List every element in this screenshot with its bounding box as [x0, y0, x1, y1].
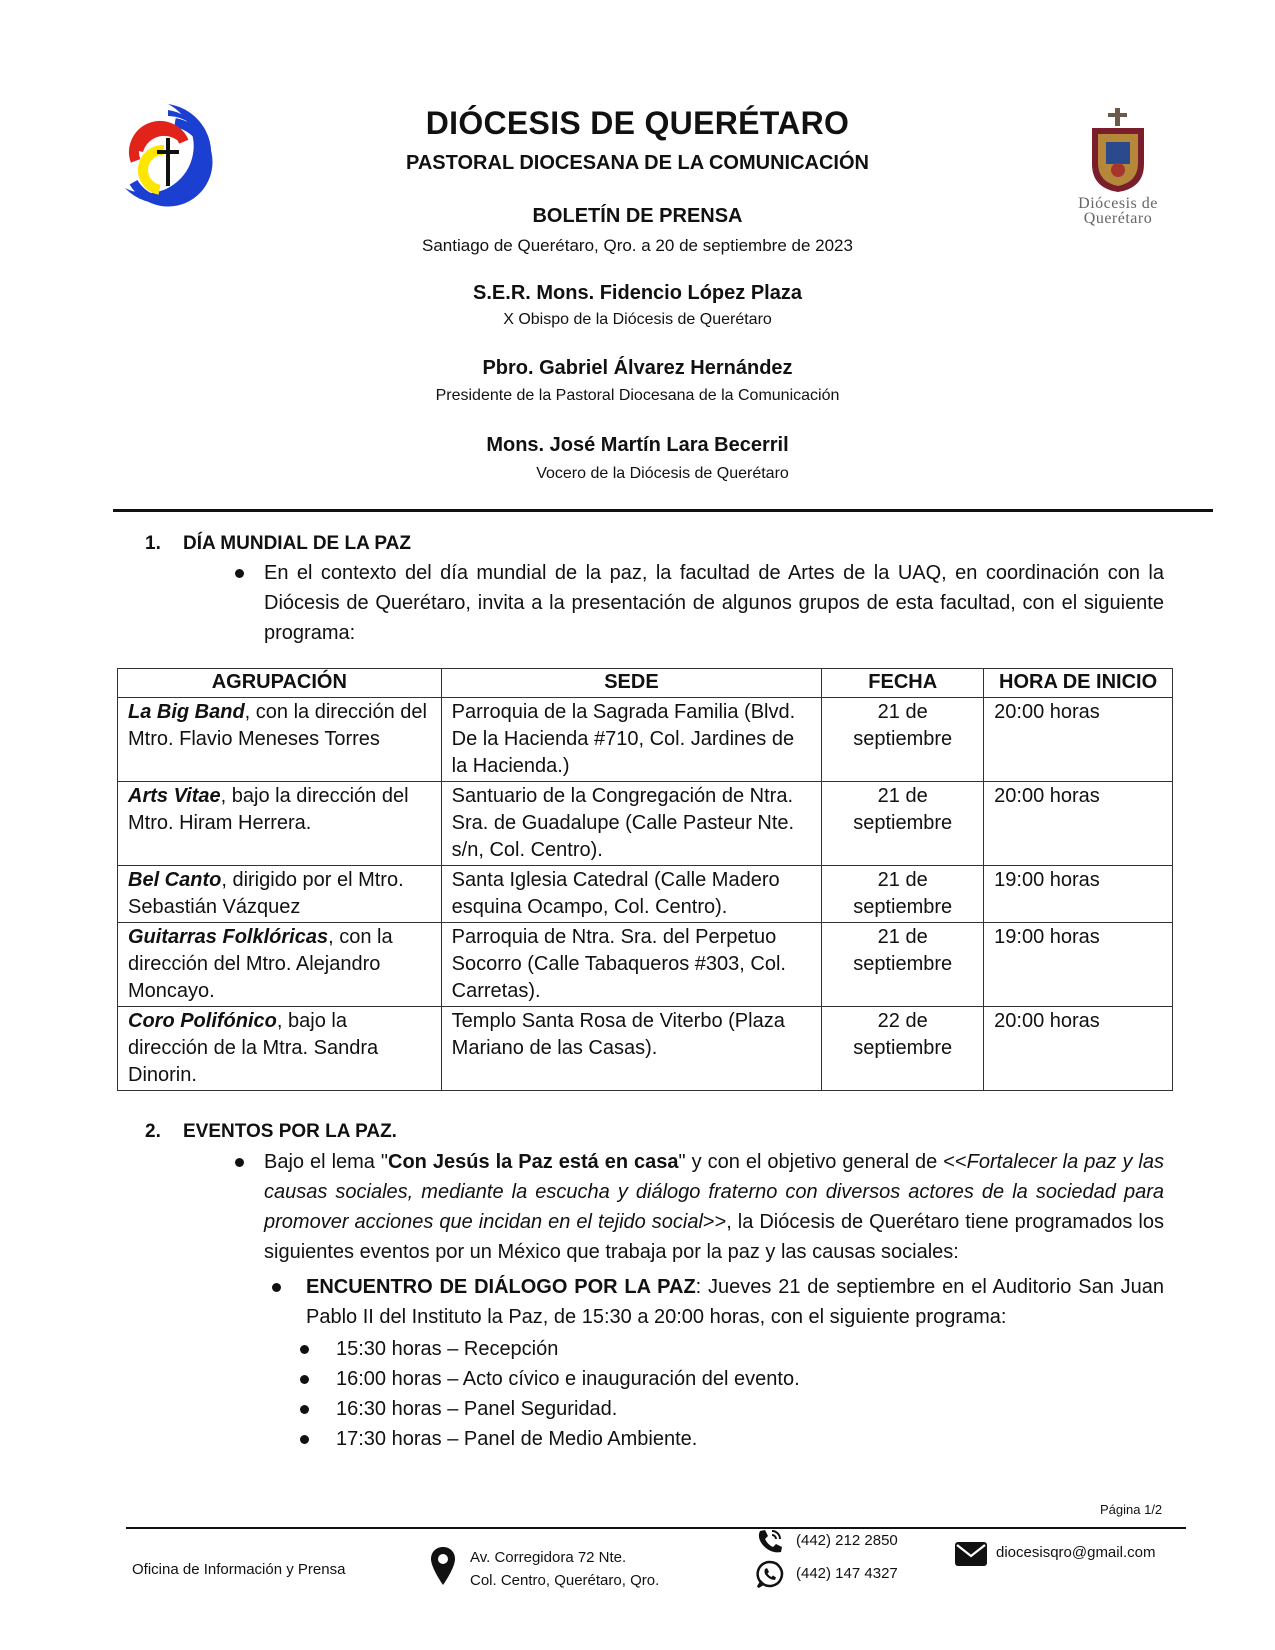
section-2-number: 2.	[145, 1121, 161, 1142]
bullet-icon	[300, 1405, 309, 1414]
email-address: diocesisqro@gmail.com	[996, 1544, 1156, 1561]
cell-time: 19:00 horas	[984, 866, 1173, 923]
column-header-date: FECHA	[822, 669, 984, 698]
group-name: La Big Band	[128, 701, 245, 723]
address-line-2: Col. Centro, Querétaro, Qro.	[470, 1572, 660, 1589]
event-description: : Jueves 21 de septiembre en el Auditorio San Juan Pablo II del Instituto la Paz, de 15:30 a 20:00 horas, con el siguiente programa:	[306, 1276, 1165, 1328]
section-2-title: EVENTOS POR LA PAZ.	[183, 1121, 397, 1142]
group-director: , bajo la dirección del Mtro. Hiram Herrera.	[128, 785, 409, 834]
section-1-title: DÍA MUNDIAL DE LA PAZ	[183, 533, 411, 554]
cell-venue: Templo Santa Rosa de Viterbo (Plaza Mariano de las Casas).	[441, 1007, 822, 1091]
cell-time: 20:00 horas	[984, 698, 1173, 782]
email-icon	[954, 1541, 988, 1567]
group-name: Arts Vitae	[128, 785, 221, 807]
person-role-3: Vocero de la Diócesis de Querétaro	[536, 465, 789, 482]
footer-divider	[126, 1527, 1186, 1529]
dateline: Santiago de Querétaro, Qro. a 20 de septiembre de 2023	[422, 236, 853, 255]
group-name: Guitarras Folklóricas	[128, 926, 329, 948]
cell-date: 21 de septiembre	[822, 866, 984, 923]
cell-date: 21 de septiembre	[822, 782, 984, 866]
person-name-2: Pbro. Gabriel Álvarez Hernández	[482, 357, 793, 379]
column-header-venue: SEDE	[441, 669, 822, 698]
intro-text-a: Bajo el lema "	[264, 1151, 389, 1173]
cell-group	[118, 782, 442, 866]
cell-date: 22 de septiembre	[822, 1007, 984, 1091]
cell-venue: Santa Iglesia Catedral (Calle Madero esquina Ocampo, Col. Centro).	[441, 866, 822, 923]
intro-text-c: >>, la Diócesis de Querétaro tiene programados los siguientes eventos por un México que trabaja por la paz y las causas sociales:	[264, 1211, 1164, 1263]
table-row	[118, 782, 1173, 866]
cell-group	[118, 866, 442, 923]
bullet-icon	[300, 1375, 309, 1384]
cell-group	[118, 698, 442, 782]
section-1-number: 1.	[145, 533, 161, 554]
cell-time: 20:00 horas	[984, 782, 1173, 866]
schedule-item: 15:30 horas – Recepción	[336, 1338, 559, 1360]
person-role-1: X Obispo de la Diócesis de Querétaro	[503, 311, 772, 328]
phone-icon	[756, 1528, 784, 1554]
document-title: DIÓCESIS DE QUERÉTARO	[425, 105, 850, 141]
cell-group	[118, 923, 442, 1007]
location-pin-icon	[430, 1546, 456, 1586]
person-name-1: S.E.R. Mons. Fidencio López Plaza	[473, 282, 802, 304]
person-role-2: Presidente de la Pastoral Diocesana de la Comunicación	[435, 387, 840, 404]
section-1-intro: En el contexto del día mundial de la paz, la facultad de Artes de la UAQ, en coordinación con la Diócesis de Querétaro, invita a la presentación de algunos grupos de esta facultad, con el siguiente programa:	[264, 562, 1164, 644]
group-director: , con la dirección del Mtro. Flavio Meneses Torres	[128, 701, 427, 750]
event-paragraph	[306, 1272, 1164, 1332]
motto: Con Jesús la Paz está en casa	[388, 1151, 679, 1173]
header-divider	[113, 509, 1213, 512]
section-2-intro	[264, 1147, 1164, 1267]
event-title: ENCUENTRO DE DIÁLOGO POR LA PAZ	[306, 1276, 696, 1298]
cell-date: 21 de septiembre	[822, 923, 984, 1007]
intro-text-b: " y con el objetivo general de <<	[678, 1151, 967, 1173]
program-table	[117, 668, 1173, 1091]
group-director: , bajo la dirección de la Mtra. Sandra Dinorin.	[128, 1010, 379, 1086]
bulletin-heading: BOLETÍN DE PRENSA	[532, 205, 743, 227]
cell-date: 21 de septiembre	[822, 698, 984, 782]
whatsapp-number: (442) 147 4327	[796, 1565, 898, 1582]
group-name: Bel Canto	[128, 869, 222, 891]
column-header-time: HORA DE INICIO	[984, 669, 1173, 698]
table-row	[118, 1007, 1173, 1091]
group-director: , dirigido por el Mtro. Sebastián Vázquez	[128, 869, 404, 918]
cell-venue: Parroquia de la Sagrada Familia (Blvd. De la Hacienda #710, Col. Jardines de la Hacienda.)	[441, 698, 822, 782]
document-subtitle: PASTORAL DIOCESANA DE LA COMUNICACIÓN	[406, 152, 869, 174]
column-header-group: AGRUPACIÓN	[118, 669, 442, 698]
cell-time: 20:00 horas	[984, 1007, 1173, 1091]
cell-group	[118, 1007, 442, 1091]
crest-text-line-1: Diócesis de	[1078, 195, 1158, 212]
group-name: Coro Polifónico	[128, 1010, 277, 1032]
cell-venue: Parroquia de Ntra. Sra. del Perpetuo Socorro (Calle Tabaqueros #303, Col. Carretas).	[441, 923, 822, 1007]
bullet-icon	[300, 1435, 309, 1444]
table-row	[118, 866, 1173, 923]
bullet-icon	[235, 569, 244, 578]
page-number: Página 1/2	[1100, 1502, 1163, 1517]
crest-text-line-2: Querétaro	[1083, 210, 1153, 227]
table-header-row	[118, 669, 1173, 698]
bullet-icon	[272, 1283, 281, 1292]
cell-time: 19:00 horas	[984, 923, 1173, 1007]
person-name-3: Mons. José Martín Lara Becerril	[486, 434, 789, 456]
cell-venue: Santuario de la Congregación de Ntra. Sra. de Guadalupe (Calle Pasteur Nte. s/n, Col. Centro).	[441, 782, 822, 866]
bullet-icon	[300, 1345, 309, 1354]
section-1-heading	[145, 533, 411, 555]
office-name: Oficina de Información y Prensa	[132, 1561, 346, 1578]
schedule-item: 17:30 horas – Panel de Medio Ambiente.	[336, 1428, 698, 1450]
group-director: , con la dirección del Mtro. Alejandro Moncayo.	[128, 926, 393, 1002]
phone-number: (442) 212 2850	[796, 1532, 898, 1549]
bullet-icon	[235, 1158, 244, 1167]
table-row	[118, 923, 1173, 1007]
table-row	[118, 698, 1173, 782]
schedule-item: 16:30 horas – Panel Seguridad.	[336, 1398, 618, 1420]
address-line-1: Av. Corregidora 72 Nte.	[470, 1549, 627, 1566]
objective: Fortalecer la paz y las causas sociales, mediante la escucha y diálogo fraterno con diversos actores de la sociedad para promover acciones que incidan en el tejido social	[264, 1151, 1165, 1233]
section-2-heading	[145, 1121, 397, 1143]
whatsapp-icon	[756, 1560, 784, 1588]
schedule-item: 16:00 horas – Acto cívico e inauguración del evento.	[336, 1368, 800, 1390]
